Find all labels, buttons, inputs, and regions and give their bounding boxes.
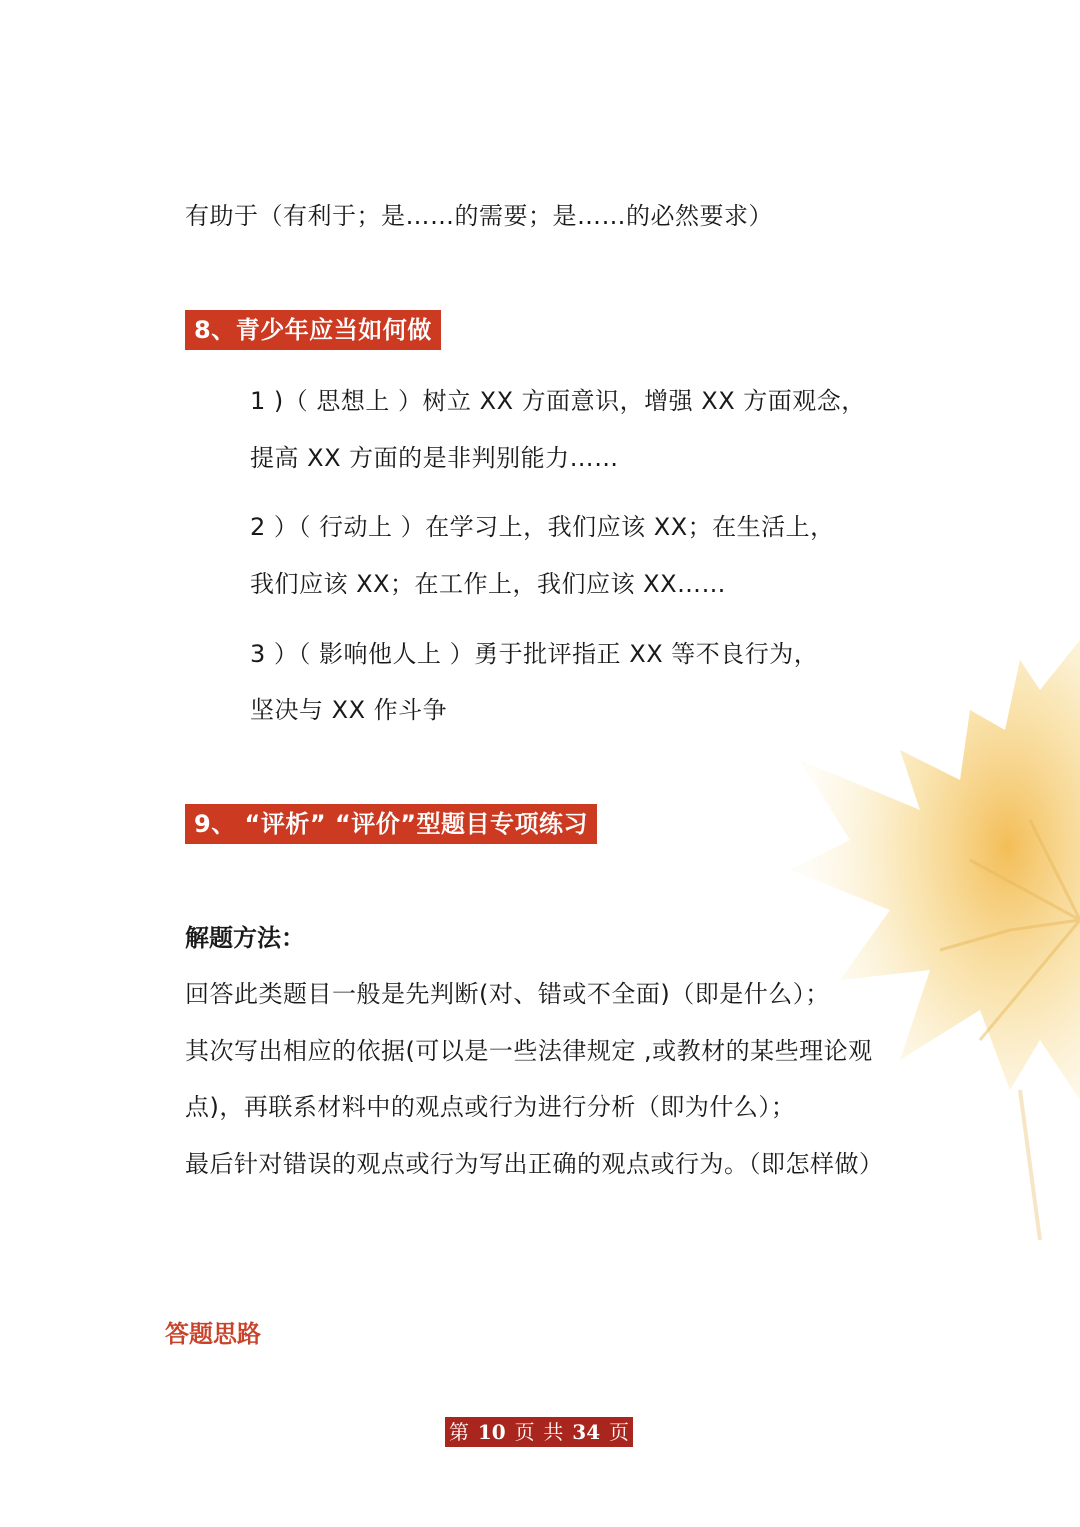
section8-item2-line1: 2 ）（ 行动上 ）在学习上，我们应该 XX；在生活上， [250, 513, 835, 541]
section8-item3-line2: 坚决与 XX 作斗争 [250, 696, 448, 724]
footer-total-word: 共 [543, 1420, 564, 1444]
method-line-4: 最后针对错误的观点或行为写出正确的观点或行为。（即怎样做） [185, 1150, 884, 1178]
section8-heading: 8、青少年应当如何做 [185, 310, 441, 350]
footer-prefix: 第 [449, 1420, 469, 1444]
page-footer [445, 1417, 633, 1447]
section8-item2-line2: 我们应该 XX；在工作上，我们应该 XX…… [250, 570, 727, 598]
maple-leaf-decoration [780, 620, 1080, 1240]
section8-item1-line2: 提高 XX 方面的是非判别能力…… [250, 444, 619, 472]
current-page-number: 10 [477, 1420, 506, 1444]
method-line-2: 其次写出相应的依据(可以是一些法律规定 ,或教材的某些理论观 [185, 1037, 873, 1065]
footer-suffix: 页 [608, 1420, 629, 1444]
intro-line: 有助于（有利于；是……的需要；是……的必然要求） [185, 202, 773, 230]
total-page-number: 34 [572, 1420, 601, 1444]
footer-page-word: 页 [514, 1420, 535, 1444]
method-line-1: 回答此类题目一般是先判断(对、错或不全面)（即是什么）； [185, 980, 830, 1008]
answer-approach-label: 答题思路 [165, 1320, 261, 1348]
section9-heading: 9、 “评析” “评价”型题目专项练习 [185, 804, 597, 844]
section8-item1-line1: 1 )（ 思想上 ）树立 XX 方面意识，增强 XX 方面观念， [250, 387, 866, 415]
method-line-3: 点)，再联系材料中的观点或行为进行分析（即为什么）； [185, 1093, 796, 1121]
method-label: 解题方法： [185, 924, 305, 952]
section8-item3-line1: 3 ）（ 影响他人上 ）勇于批评指正 XX 等不良行为， [250, 640, 819, 668]
